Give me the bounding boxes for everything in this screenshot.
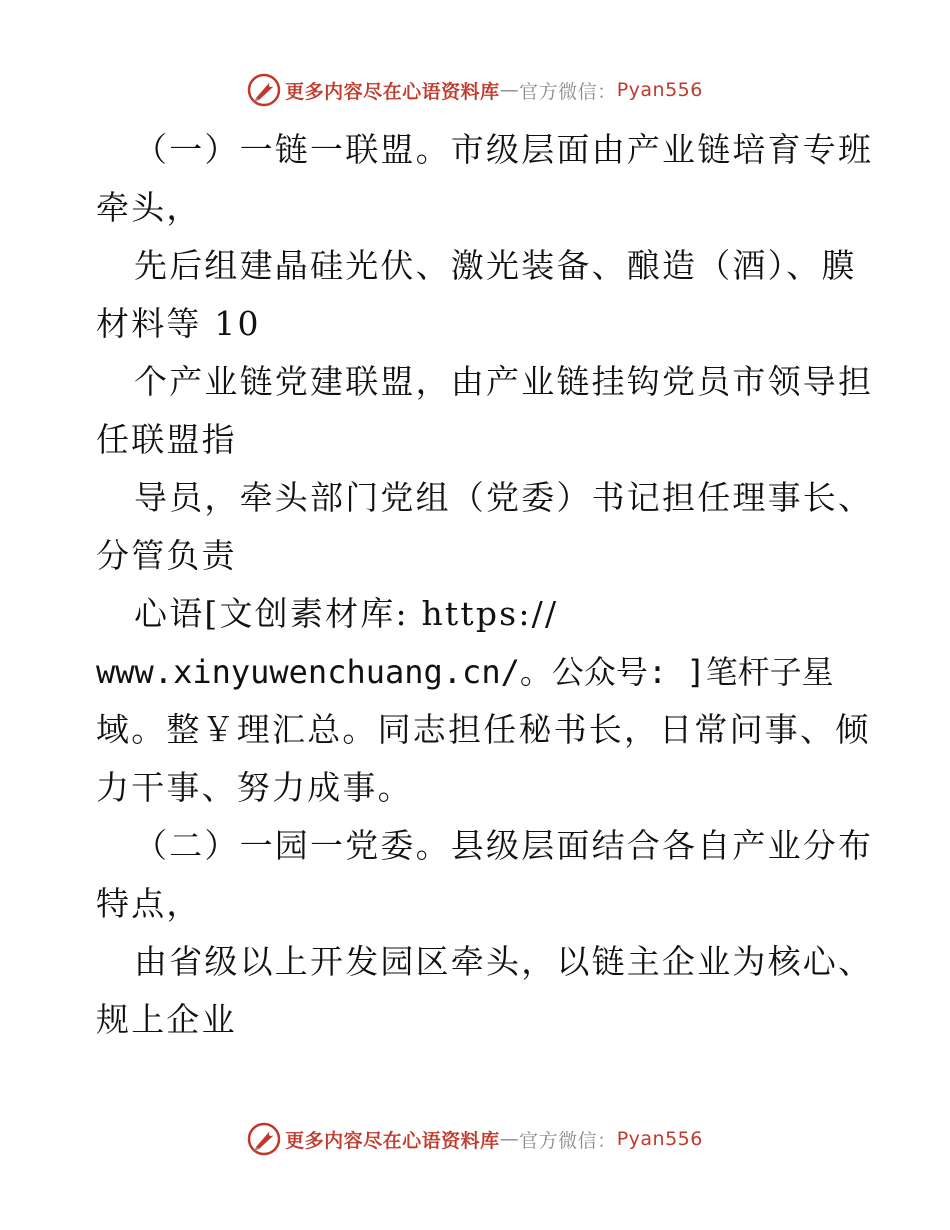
body-line: 力干事、努力成事。 (96, 768, 413, 807)
body-line: 任联盟指 (96, 420, 237, 459)
body-line: 由省级以上开发园区牵头，以链主企业为核心、 (134, 942, 874, 981)
footer-banner (0, 1121, 950, 1157)
body-line: 心语[文创素材库: https:// (134, 594, 559, 633)
document-body (96, 121, 874, 1049)
body-line: （二）一园一党委。县级层面结合各自产业分布 (134, 826, 874, 865)
body-line: 规上企业 (96, 1000, 237, 1039)
banner-separator: — (499, 79, 520, 101)
banner-main-text: 更多内容尽在心语资料库 (285, 80, 500, 103)
banner-wechat-label: 官方微信： (519, 80, 617, 103)
banner-wechat-label: 官方微信： (519, 1129, 617, 1152)
banner-main-text: 更多内容尽在心语资料库 (285, 1129, 500, 1152)
header-banner (0, 72, 950, 108)
body-line: 域。整￥理汇总。同志担任秘书长，日常问事、倾 (96, 710, 871, 749)
body-line: 材料等 10 (96, 304, 261, 343)
banner-wechat-id: Pyan556 (616, 1128, 703, 1150)
banner-separator: — (499, 1128, 520, 1150)
banner-wechat-id: Pyan556 (616, 79, 703, 101)
body-line: 牵头， (96, 188, 202, 227)
body-line: 特点， (96, 884, 202, 923)
body-line: 导员，牵头部门党组（党委）书记担任理事长、 (134, 478, 874, 517)
body-line: 先后组建晶硅光伏、激光装备、酿造（酒）、膜 (134, 246, 857, 285)
body-line: （一）一链一联盟。市级层面由产业链培育专班 (134, 130, 874, 169)
pen-nib-logo-icon (247, 73, 281, 107)
pen-nib-logo-icon (247, 1122, 281, 1156)
body-line: 分管负责 (96, 536, 237, 575)
body-line-url: www.xinyuwenchuang.cn/。公众号: ]笔杆子星 (96, 653, 834, 691)
body-line: 个产业链党建联盟，由产业链挂钩党员市领导担 (134, 362, 874, 401)
